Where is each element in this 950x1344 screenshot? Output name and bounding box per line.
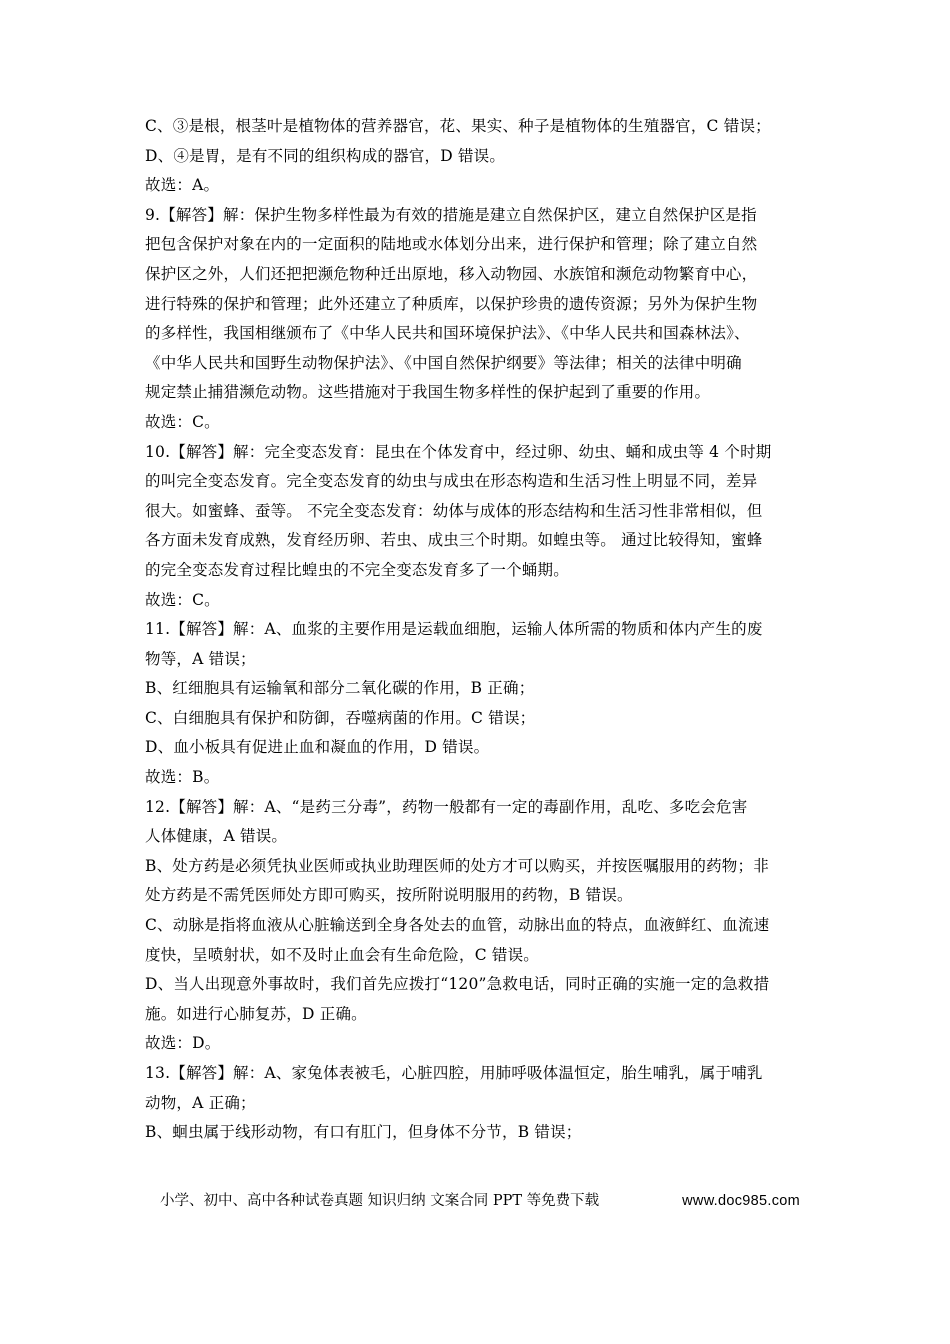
text-line: 人体健康，A 错误。 <box>145 827 288 846</box>
text-line: B、红细胞具有运输氧和部分二氧化碳的作用，B 正确； <box>145 679 535 698</box>
text-line: 的多样性，我国相继颁布了《中华人民共和国环境保护法》、《中华人民共和国森林法》、 <box>145 324 750 343</box>
text-line: C、动脉是指将血液从心脏输送到全身各处去的血管，动脉出血的特点，血液鲜红、血流速 <box>145 916 770 935</box>
text-line: 9.【解答】解：保护生物多样性最为有效的措施是建立自然保护区，建立自然保护区是指 <box>145 205 757 224</box>
text-line: 很大。如蜜蜂、蚕等。 不完全变态发育：幼体与成体的形态结构和生活习性非常相似，但 <box>145 501 763 520</box>
text-line: 故选：B。 <box>145 768 220 787</box>
text-line: C、白细胞具有保护和防御，吞噬病菌的作用。C 错误； <box>145 708 536 727</box>
text-line: 13.【解答】解：A、家兔体表被毛，心脏四腔，用肺呼吸体温恒定，胎生哺乳，属于哺乳 <box>145 1064 763 1082</box>
text-line: 物等，A 错误； <box>145 649 256 668</box>
text-line: 规定禁止捕猎濒危动物。这些措施对于我国生物多样性的保护起到了重要的作用。 <box>145 383 711 402</box>
text-line: C、③是根，根茎叶是植物体的营养器官，花、果实、种子是植物体的生殖器官，C 错误； <box>145 117 771 135</box>
text-line: 故选：D。 <box>145 1034 221 1053</box>
text-line: 度快，呈喷射状，如不及时止血会有生命危险，C 错误。 <box>145 945 539 964</box>
text-line: D、④是胃，是有不同的组织构成的器官，D 错误。 <box>145 146 506 165</box>
text-line: D、当人出现意外事故时，我们首先应拨打“120”急救电话，同时正确的实施一定的急救措 <box>145 975 770 994</box>
text-line: 保护区之外，人们还把把濒危物种迁出原地，移入动物园、水族馆和濒危动物繁育中心， <box>145 264 758 283</box>
text-line: 施。如进行心肺复苏，D 正确。 <box>145 1004 367 1023</box>
answer-text-body <box>145 112 813 1148</box>
text-line: 《中华人民共和国野生动物保护法》、《中国自然保护纲要》等法律；相关的法律中明确 <box>145 353 742 372</box>
text-line: 把包含保护对象在内的一定面积的陆地或水体划分出来，进行保护和管理；除了建立自然 <box>145 235 758 254</box>
footer-text: 小学、初中、高中各种试卷真题 知识归纳 文案合同 PPT 等免费下载 <box>160 1193 600 1209</box>
text-line: D、血小板具有促进止血和凝血的作用，D 错误。 <box>145 738 490 757</box>
text-line: B、处方药是必须凭执业医师或执业助理医师的处方才可以购买，并按医嘱服用的药物；非 <box>145 856 769 875</box>
text-line: 故选：C。 <box>145 412 220 431</box>
text-line: 11.【解答】解：A、血浆的主要作用是运载血细胞，运输人体所需的物质和体内产生的废 <box>145 620 763 639</box>
text-line: 处方药是不需凭医师处方即可购买，按所附说明服用的药物，B 错误。 <box>145 886 633 905</box>
text-line: 的完全变态发育过程比蝗虫的不完全变态发育多了一个蛹期。 <box>145 560 569 579</box>
text-line: 10.【解答】解：完全变态发育：昆虫在个体发育中，经过卵、幼虫、蛹和成虫等 4 个时期 <box>145 442 772 461</box>
text-line: 进行特殊的保护和管理；此外还建立了种质库，以保护珍贵的遗传资源；另外为保护生物 <box>145 294 758 313</box>
text-line: 动物，A 正确； <box>145 1093 256 1112</box>
text-line: 的叫完全变态发育。完全变态发育的幼虫与成虫在形态构造和生活习性上明显不同，差异 <box>145 472 758 491</box>
page-footer <box>160 1190 800 1212</box>
text-line: 故选：C。 <box>145 590 220 609</box>
text-line: 12.【解答】解：A、“是药三分毒”，药物一般都有一定的毒副作用，乱吃、多吃会危害 <box>145 797 748 816</box>
footer-url-link[interactable]: www.doc985.com <box>682 1193 800 1209</box>
text-line: 各方面未发育成熟，发育经历卵、若虫、成虫三个时期。如蝗虫等。 通过比较得知，蜜蜂 <box>145 531 763 550</box>
text-line: B、蛔虫属于线形动物，有口有肛门，但身体不分节，B 错误； <box>145 1123 582 1142</box>
text-line: 故选：A。 <box>145 176 220 195</box>
